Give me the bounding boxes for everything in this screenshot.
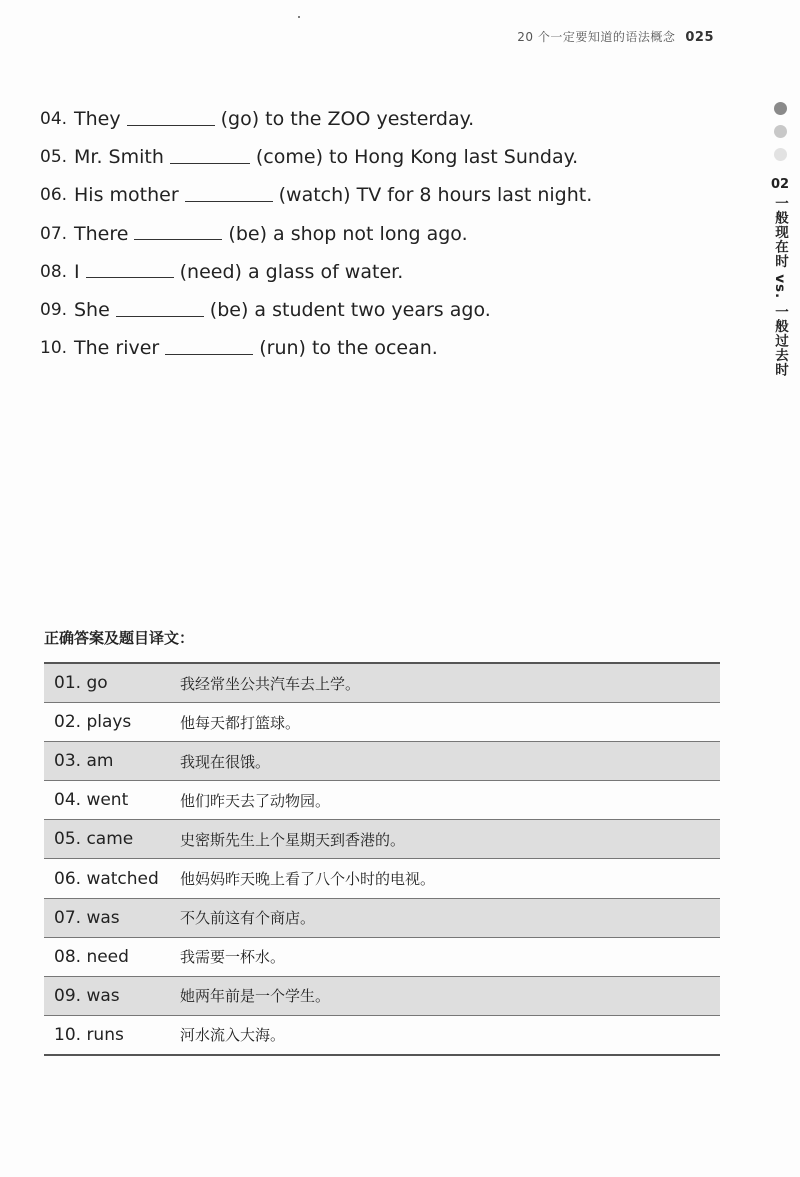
- translation-cell: 我需要一杯水。: [180, 948, 286, 967]
- print-speck: [298, 16, 300, 18]
- answer-cell: 06. watched: [54, 868, 159, 889]
- translation-cell: 他们昨天去了动物园。: [180, 791, 331, 810]
- exercise-prompt: (watch) TV for 8 hours last night.: [278, 184, 593, 207]
- answer-row: [44, 938, 720, 977]
- exercise-subject: Mr. Smith: [74, 146, 164, 169]
- exercise-item: [40, 253, 592, 291]
- answer-cell: 03. am: [54, 751, 114, 772]
- exercise-prompt: (come) to Hong Kong last Sunday.: [255, 146, 579, 169]
- answer-table: [44, 662, 720, 1056]
- exercise-number: 09.: [40, 300, 68, 321]
- exercise-item: [40, 291, 592, 329]
- answer-row: [44, 1016, 720, 1056]
- exercise-number: 06.: [40, 185, 68, 206]
- exercise-subject: They: [74, 108, 121, 131]
- exercise-prompt: (go) to the ZOO yesterday.: [220, 108, 475, 131]
- answer-row: [44, 703, 720, 742]
- chapter-title: 一般现在时 vs. 一般过去时: [772, 196, 788, 378]
- answer-row: [44, 977, 720, 1016]
- chapter-side-tab: [768, 102, 792, 377]
- exercise-number: 04.: [40, 109, 68, 130]
- translation-cell: 她两年前是一个学生。: [180, 987, 331, 1006]
- chapter-number: 02: [770, 177, 790, 192]
- exercise-item: [40, 100, 592, 138]
- answer-cell: 01. go: [54, 673, 108, 694]
- exercise-number: 08.: [40, 261, 68, 282]
- dot-icon: [774, 125, 787, 138]
- page-number: 025: [685, 30, 714, 45]
- answer-cell: 10. runs: [54, 1024, 124, 1045]
- answer-blank: [185, 201, 273, 202]
- exercise-subject: There: [74, 222, 129, 245]
- answers-heading: 正确答案及题目译文：: [44, 629, 195, 647]
- exercise-number: 05.: [40, 147, 68, 168]
- translation-cell: 我现在很饿。: [180, 752, 271, 771]
- answer-blank: [165, 354, 253, 355]
- answer-blank: [170, 163, 250, 164]
- translation-cell: 不久前这有个商店。: [180, 909, 316, 928]
- exercise-item: [40, 176, 592, 214]
- exercise-subject: His mother: [74, 184, 179, 207]
- answer-blank: [116, 316, 204, 317]
- translation-cell: 他每天都打篮球。: [180, 713, 301, 732]
- header-title: 20 个一定要知道的语法概念: [517, 30, 676, 44]
- exercise-subject: She: [74, 299, 110, 322]
- translation-cell: 我经常坐公共汽车去上学。: [180, 674, 361, 693]
- translation-cell: 河水流入大海。: [180, 1026, 286, 1045]
- exercise-prompt: (be) a student two years ago.: [209, 299, 491, 322]
- answer-cell: 05. came: [54, 829, 134, 850]
- exercise-prompt: (run) to the ocean.: [259, 337, 438, 360]
- answer-cell: 02. plays: [54, 712, 132, 733]
- exercise-subject: The river: [74, 337, 160, 360]
- dot-icon: [774, 102, 787, 115]
- answer-row: [44, 781, 720, 820]
- exercise-item: [40, 329, 592, 367]
- answer-cell: 07. was: [54, 907, 120, 928]
- answer-cell: 09. was: [54, 985, 120, 1006]
- exercise-subject: I: [74, 260, 80, 283]
- answer-blank: [134, 239, 222, 240]
- dot-icon: [774, 148, 787, 161]
- translation-cell: 史密斯先生上个星期天到香港的。: [180, 830, 406, 849]
- exercise-prompt: (need) a glass of water.: [179, 260, 404, 283]
- exercise-number: 07.: [40, 223, 68, 244]
- exercise-item: [40, 215, 592, 253]
- answer-row: [44, 664, 720, 703]
- answer-row: [44, 742, 720, 781]
- exercise-number: 10.: [40, 338, 68, 359]
- exercise-prompt: (be) a shop not long ago.: [228, 222, 468, 245]
- answer-row: [44, 820, 720, 859]
- running-header: [517, 28, 714, 45]
- answer-row: [44, 899, 720, 938]
- answer-cell: 08. need: [54, 946, 129, 967]
- exercise-list: [40, 100, 592, 367]
- answer-cell: 04. went: [54, 790, 129, 811]
- answer-blank: [127, 125, 215, 126]
- answer-blank: [86, 277, 174, 278]
- answer-row: [44, 859, 720, 898]
- translation-cell: 他妈妈昨天晚上看了八个小时的电视。: [180, 870, 436, 889]
- exercise-item: [40, 138, 592, 176]
